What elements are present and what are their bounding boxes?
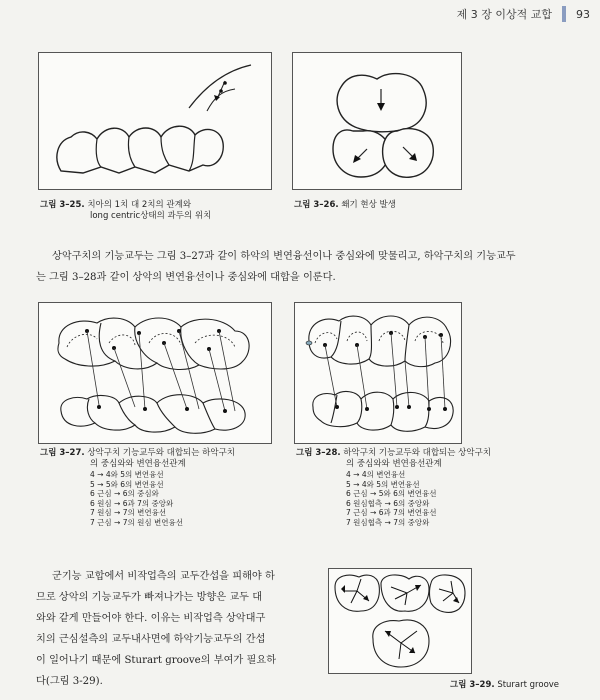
figure-3-28-label: 그림 3–28. [296, 448, 341, 458]
paragraph-2 [36, 566, 326, 692]
paragraph-2-line6: 다(그림 3-29). [36, 676, 103, 687]
header-accent-bar [562, 6, 566, 22]
chapter-title: 제 3 장 이상적 교합 [456, 8, 552, 21]
list-item: 7 원심협측 → 7의 중앙와 [346, 517, 430, 527]
figure-3-26-image [292, 52, 462, 190]
paragraph-1 [36, 246, 581, 288]
figure-3-25-caption-line2: long centric상태의 과두의 위치 [90, 211, 212, 221]
figure-3-28-caption-line1: 하악구치 기능교두와 대합되는 상악구치 [343, 448, 492, 458]
figure-3-29-image [328, 568, 472, 674]
list-item: 7 근심 → 7의 원심 변연융선 [90, 517, 183, 527]
paragraph-1-line1: 상악구치의 기능교두는 그림 3–27과 같이 하악의 변연융선이나 중심와에 맞물리고, 하악구치의 기능교두 [52, 251, 516, 262]
figure-3-26-text: 쐐기 현상 발생 [341, 200, 396, 210]
figure-3-29-text: Sturart groove [497, 680, 560, 690]
list-item: 4 → 4와 5의 변연융선 [90, 470, 164, 479]
paragraph-1-line2: 는 그림 3–28과 같이 상악의 변연융선이나 중심와에 대합을 이룬다. [36, 272, 336, 283]
figure-3-26-caption [294, 200, 494, 211]
figure-3-26-label: 그림 3–26. [294, 200, 339, 210]
figure-3-25-caption [40, 200, 280, 222]
figure-3-25-label: 그림 3–25. [40, 200, 85, 210]
paragraph-2-line3: 와와 같게 만들어야 한다. 이유는 비작업측 상악대구 [36, 613, 266, 624]
paragraph-2-line1: 군기능 교합에서 비작업측의 교두간섭을 피해야 하 [52, 571, 275, 582]
list-item: 6 근심 → 5와 6의 변연융선 [346, 489, 437, 498]
figure-3-27-caption-line2: 의 중심와와 변연융선관계 [90, 459, 186, 469]
list-item: 6 원심협측 → 6의 중앙와 [346, 498, 430, 508]
paragraph-2-line5: 이 일어나기 때문에 Sturart groove의 부여가 필요하 [36, 655, 277, 666]
figure-3-28-list [346, 470, 546, 527]
figure-3-27-caption-line1: 상악구치 기능교두와 대합되는 하악구치 [87, 448, 236, 458]
list-item: 6 원심 → 6과 7의 중앙와 [90, 498, 174, 508]
figure-3-27-image [38, 302, 272, 444]
paragraph-2-line2: 므로 상악의 기능교두가 빠져나가는 방향은 교두 대 [36, 592, 263, 603]
figure-3-28-caption [296, 448, 546, 527]
figure-3-27-caption [40, 448, 280, 527]
figure-3-25-image [38, 52, 272, 190]
figure-3-25-caption-line1: 치아의 1치 대 2치의 관계와 [87, 200, 192, 210]
list-item: 7 원심 → 7의 변연융선 [90, 508, 167, 517]
page-header [457, 6, 590, 22]
page-number: 93 [576, 7, 590, 21]
figure-3-29-caption [450, 680, 600, 691]
figure-3-28-image [294, 302, 462, 444]
paragraph-2-line4: 치의 근심설측의 교두내사면에 하악기능교두의 간섭 [36, 634, 266, 645]
figure-3-27-list [90, 470, 280, 527]
list-item: 5 → 5와 6의 변연융선 [90, 479, 164, 489]
list-item: 5 → 4와 5의 변연융선 [346, 479, 420, 489]
figure-3-28-caption-line2: 의 중심와와 변연융선관계 [346, 459, 442, 469]
figure-3-29-label: 그림 3–29. [450, 680, 495, 690]
list-item: 6 근심 → 6의 중심와 [90, 489, 159, 498]
list-item: 7 근심 → 6과 7의 변연융선 [346, 508, 437, 517]
figure-3-27-label: 그림 3–27. [40, 448, 85, 458]
list-item: 4 → 4의 변연융선 [346, 470, 406, 479]
